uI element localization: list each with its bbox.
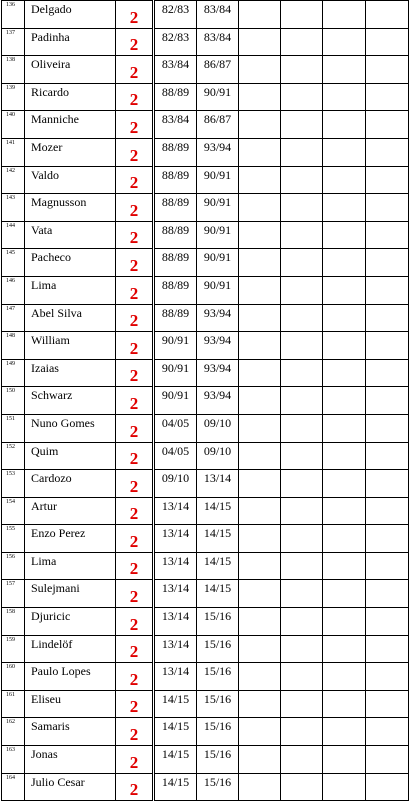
empty-cell (239, 663, 281, 691)
empty-cell (281, 194, 323, 222)
empty-cell (281, 166, 323, 194)
last-season: 90/91 (197, 249, 239, 277)
row-number: 157 (2, 580, 25, 608)
first-season: 13/14 (154, 552, 197, 580)
empty-cell (323, 497, 366, 525)
appearance-count: 2 (116, 111, 154, 139)
player-name: Cardozo (25, 470, 116, 498)
table-row (2, 83, 409, 111)
appearance-count: 2 (116, 332, 154, 360)
first-season: 14/15 (154, 746, 197, 774)
table-row (2, 580, 409, 608)
last-season: 15/16 (197, 608, 239, 636)
player-name: Lindelöf (25, 635, 116, 663)
first-season: 14/15 (154, 690, 197, 718)
empty-cell (366, 635, 409, 663)
empty-cell (239, 83, 281, 111)
empty-cell (323, 663, 366, 691)
empty-cell (281, 773, 323, 801)
empty-cell (366, 1, 409, 29)
empty-cell (366, 249, 409, 277)
empty-cell (239, 635, 281, 663)
table-row (2, 1, 409, 29)
empty-cell (239, 690, 281, 718)
first-season: 13/14 (154, 663, 197, 691)
players-table (1, 0, 409, 801)
empty-cell (281, 28, 323, 56)
empty-cell (323, 690, 366, 718)
empty-cell (323, 249, 366, 277)
player-name: Sulejmani (25, 580, 116, 608)
player-name: Lima (25, 552, 116, 580)
player-name: Julio Cesar (25, 773, 116, 801)
empty-cell (281, 249, 323, 277)
appearance-count: 2 (116, 387, 154, 415)
appearance-count: 2 (116, 470, 154, 498)
appearance-count: 2 (116, 166, 154, 194)
empty-cell (366, 690, 409, 718)
empty-cell (323, 525, 366, 553)
empty-cell (281, 552, 323, 580)
empty-cell (239, 497, 281, 525)
row-number: 145 (2, 249, 25, 277)
table-row (2, 111, 409, 139)
table-row (2, 194, 409, 222)
empty-cell (323, 608, 366, 636)
empty-cell (366, 773, 409, 801)
last-season: 14/15 (197, 497, 239, 525)
table-row (2, 138, 409, 166)
row-number: 142 (2, 166, 25, 194)
empty-cell (281, 138, 323, 166)
first-season: 04/05 (154, 442, 197, 470)
empty-cell (366, 663, 409, 691)
table-row (2, 635, 409, 663)
empty-cell (366, 608, 409, 636)
first-season: 09/10 (154, 470, 197, 498)
row-number: 160 (2, 663, 25, 691)
appearance-count: 2 (116, 580, 154, 608)
table-row (2, 387, 409, 415)
player-name: Enzo Perez (25, 525, 116, 553)
player-name: Eliseu (25, 690, 116, 718)
empty-cell (366, 525, 409, 553)
row-number: 144 (2, 221, 25, 249)
appearance-count: 2 (116, 138, 154, 166)
appearance-count: 2 (116, 773, 154, 801)
first-season: 88/89 (154, 276, 197, 304)
row-number: 150 (2, 387, 25, 415)
empty-cell (366, 332, 409, 360)
player-name: Manniche (25, 111, 116, 139)
last-season: 15/16 (197, 635, 239, 663)
table-row (2, 249, 409, 277)
player-name: Artur (25, 497, 116, 525)
last-season: 14/15 (197, 580, 239, 608)
last-season: 90/91 (197, 194, 239, 222)
row-number: 163 (2, 746, 25, 774)
appearance-count: 2 (116, 414, 154, 442)
empty-cell (323, 442, 366, 470)
table-row (2, 746, 409, 774)
last-season: 93/94 (197, 359, 239, 387)
empty-cell (281, 525, 323, 553)
last-season: 15/16 (197, 663, 239, 691)
table-row (2, 304, 409, 332)
appearance-count: 2 (116, 1, 154, 29)
empty-cell (281, 83, 323, 111)
row-number: 156 (2, 552, 25, 580)
empty-cell (239, 166, 281, 194)
appearance-count: 2 (116, 552, 154, 580)
first-season: 83/84 (154, 111, 197, 139)
row-number: 147 (2, 304, 25, 332)
last-season: 90/91 (197, 221, 239, 249)
last-season: 90/91 (197, 83, 239, 111)
appearance-count: 2 (116, 746, 154, 774)
row-number: 146 (2, 276, 25, 304)
empty-cell (366, 497, 409, 525)
empty-cell (323, 718, 366, 746)
empty-cell (323, 580, 366, 608)
row-number: 136 (2, 1, 25, 29)
table-row (2, 276, 409, 304)
empty-cell (366, 166, 409, 194)
empty-cell (239, 332, 281, 360)
empty-cell (281, 111, 323, 139)
empty-cell (366, 276, 409, 304)
empty-cell (239, 1, 281, 29)
empty-cell (281, 1, 323, 29)
empty-cell (281, 56, 323, 84)
table-row (2, 414, 409, 442)
empty-cell (239, 194, 281, 222)
first-season: 14/15 (154, 773, 197, 801)
empty-cell (281, 635, 323, 663)
empty-cell (366, 56, 409, 84)
appearance-count: 2 (116, 608, 154, 636)
empty-cell (323, 552, 366, 580)
appearance-count: 2 (116, 359, 154, 387)
empty-cell (366, 387, 409, 415)
appearance-count: 2 (116, 221, 154, 249)
first-season: 13/14 (154, 497, 197, 525)
empty-cell (239, 442, 281, 470)
last-season: 93/94 (197, 138, 239, 166)
appearance-count: 2 (116, 635, 154, 663)
row-number: 158 (2, 608, 25, 636)
player-name: Lima (25, 276, 116, 304)
row-number: 159 (2, 635, 25, 663)
table-row (2, 442, 409, 470)
first-season: 88/89 (154, 194, 197, 222)
last-season: 15/16 (197, 718, 239, 746)
empty-cell (366, 470, 409, 498)
last-season: 83/84 (197, 28, 239, 56)
empty-cell (239, 580, 281, 608)
player-name: Ricardo (25, 83, 116, 111)
last-season: 90/91 (197, 276, 239, 304)
empty-cell (239, 718, 281, 746)
player-name: Vata (25, 221, 116, 249)
empty-cell (281, 746, 323, 774)
table-row (2, 56, 409, 84)
empty-cell (323, 414, 366, 442)
empty-cell (323, 83, 366, 111)
empty-cell (366, 414, 409, 442)
appearance-count: 2 (116, 304, 154, 332)
last-season: 90/91 (197, 166, 239, 194)
empty-cell (366, 442, 409, 470)
player-name: Djuricic (25, 608, 116, 636)
last-season: 13/14 (197, 470, 239, 498)
appearance-count: 2 (116, 83, 154, 111)
table-row (2, 552, 409, 580)
empty-cell (366, 359, 409, 387)
row-number: 162 (2, 718, 25, 746)
row-number: 155 (2, 525, 25, 553)
player-name: Paulo Lopes (25, 663, 116, 691)
empty-cell (281, 414, 323, 442)
empty-cell (366, 111, 409, 139)
empty-cell (281, 387, 323, 415)
player-name: Quim (25, 442, 116, 470)
player-name: Padinha (25, 28, 116, 56)
appearance-count: 2 (116, 56, 154, 84)
row-number: 143 (2, 194, 25, 222)
last-season: 86/87 (197, 56, 239, 84)
table-row (2, 608, 409, 636)
table-row (2, 525, 409, 553)
last-season: 14/15 (197, 552, 239, 580)
row-number: 141 (2, 138, 25, 166)
row-number: 164 (2, 773, 25, 801)
first-season: 13/14 (154, 580, 197, 608)
row-number: 154 (2, 497, 25, 525)
row-number: 161 (2, 690, 25, 718)
first-season: 14/15 (154, 718, 197, 746)
first-season: 88/89 (154, 304, 197, 332)
last-season: 09/10 (197, 442, 239, 470)
appearance-count: 2 (116, 28, 154, 56)
empty-cell (323, 359, 366, 387)
table-body (2, 1, 409, 801)
table-row (2, 166, 409, 194)
empty-cell (239, 414, 281, 442)
first-season: 13/14 (154, 525, 197, 553)
empty-cell (239, 525, 281, 553)
player-name: Delgado (25, 1, 116, 29)
first-season: 13/14 (154, 608, 197, 636)
player-name: William (25, 332, 116, 360)
row-number: 137 (2, 28, 25, 56)
empty-cell (239, 111, 281, 139)
empty-cell (323, 111, 366, 139)
last-season: 15/16 (197, 773, 239, 801)
empty-cell (239, 608, 281, 636)
empty-cell (281, 470, 323, 498)
table-row (2, 773, 409, 801)
empty-cell (366, 552, 409, 580)
first-season: 88/89 (154, 221, 197, 249)
player-name: Abel Silva (25, 304, 116, 332)
appearance-count: 2 (116, 663, 154, 691)
empty-cell (239, 221, 281, 249)
row-number: 152 (2, 442, 25, 470)
player-name: Mozer (25, 138, 116, 166)
player-name: Oliveira (25, 56, 116, 84)
first-season: 83/84 (154, 56, 197, 84)
empty-cell (366, 194, 409, 222)
empty-cell (281, 663, 323, 691)
last-season: 93/94 (197, 304, 239, 332)
empty-cell (366, 746, 409, 774)
empty-cell (239, 249, 281, 277)
empty-cell (366, 718, 409, 746)
row-number: 138 (2, 56, 25, 84)
empty-cell (281, 359, 323, 387)
empty-cell (281, 608, 323, 636)
empty-cell (239, 28, 281, 56)
first-season: 90/91 (154, 387, 197, 415)
first-season: 88/89 (154, 166, 197, 194)
player-name: Valdo (25, 166, 116, 194)
empty-cell (239, 746, 281, 774)
last-season: 93/94 (197, 387, 239, 415)
empty-cell (239, 470, 281, 498)
empty-cell (323, 304, 366, 332)
player-name: Jonas (25, 746, 116, 774)
empty-cell (281, 221, 323, 249)
empty-cell (323, 28, 366, 56)
empty-cell (366, 138, 409, 166)
last-season: 14/15 (197, 525, 239, 553)
empty-cell (323, 332, 366, 360)
empty-cell (281, 718, 323, 746)
empty-cell (323, 276, 366, 304)
appearance-count: 2 (116, 276, 154, 304)
empty-cell (323, 166, 366, 194)
appearance-count: 2 (116, 525, 154, 553)
table-row (2, 663, 409, 691)
empty-cell (323, 470, 366, 498)
empty-cell (239, 138, 281, 166)
empty-cell (366, 221, 409, 249)
table-row (2, 359, 409, 387)
player-name: Magnusson (25, 194, 116, 222)
empty-cell (323, 1, 366, 29)
row-number: 149 (2, 359, 25, 387)
first-season: 88/89 (154, 83, 197, 111)
last-season: 93/94 (197, 332, 239, 360)
last-season: 09/10 (197, 414, 239, 442)
empty-cell (281, 332, 323, 360)
player-name: Schwarz (25, 387, 116, 415)
first-season: 04/05 (154, 414, 197, 442)
player-name: Samaris (25, 718, 116, 746)
empty-cell (323, 138, 366, 166)
last-season: 83/84 (197, 1, 239, 29)
table-row (2, 221, 409, 249)
empty-cell (239, 773, 281, 801)
empty-cell (323, 635, 366, 663)
empty-cell (366, 304, 409, 332)
first-season: 88/89 (154, 249, 197, 277)
empty-cell (239, 359, 281, 387)
first-season: 82/83 (154, 28, 197, 56)
last-season: 15/16 (197, 746, 239, 774)
table-row (2, 690, 409, 718)
player-name: Pacheco (25, 249, 116, 277)
player-name: Nuno Gomes (25, 414, 116, 442)
empty-cell (239, 387, 281, 415)
empty-cell (239, 276, 281, 304)
table-row (2, 332, 409, 360)
row-number: 153 (2, 470, 25, 498)
empty-cell (323, 773, 366, 801)
row-number: 148 (2, 332, 25, 360)
table-row (2, 470, 409, 498)
first-season: 90/91 (154, 359, 197, 387)
appearance-count: 2 (116, 497, 154, 525)
row-number: 140 (2, 111, 25, 139)
empty-cell (281, 580, 323, 608)
empty-cell (281, 276, 323, 304)
appearance-count: 2 (116, 194, 154, 222)
empty-cell (281, 304, 323, 332)
empty-cell (281, 497, 323, 525)
first-season: 13/14 (154, 635, 197, 663)
row-number: 151 (2, 414, 25, 442)
first-season: 90/91 (154, 332, 197, 360)
appearance-count: 2 (116, 249, 154, 277)
first-season: 88/89 (154, 138, 197, 166)
row-number: 139 (2, 83, 25, 111)
table-row (2, 497, 409, 525)
empty-cell (239, 304, 281, 332)
empty-cell (366, 83, 409, 111)
empty-cell (281, 442, 323, 470)
empty-cell (366, 28, 409, 56)
player-name: Izaias (25, 359, 116, 387)
last-season: 15/16 (197, 690, 239, 718)
last-season: 86/87 (197, 111, 239, 139)
empty-cell (366, 580, 409, 608)
appearance-count: 2 (116, 718, 154, 746)
appearance-count: 2 (116, 690, 154, 718)
table-row (2, 28, 409, 56)
empty-cell (323, 194, 366, 222)
empty-cell (281, 690, 323, 718)
empty-cell (323, 387, 366, 415)
empty-cell (239, 552, 281, 580)
table-row (2, 718, 409, 746)
empty-cell (323, 746, 366, 774)
appearance-count: 2 (116, 442, 154, 470)
empty-cell (323, 221, 366, 249)
empty-cell (239, 56, 281, 84)
first-season: 82/83 (154, 1, 197, 29)
empty-cell (323, 56, 366, 84)
